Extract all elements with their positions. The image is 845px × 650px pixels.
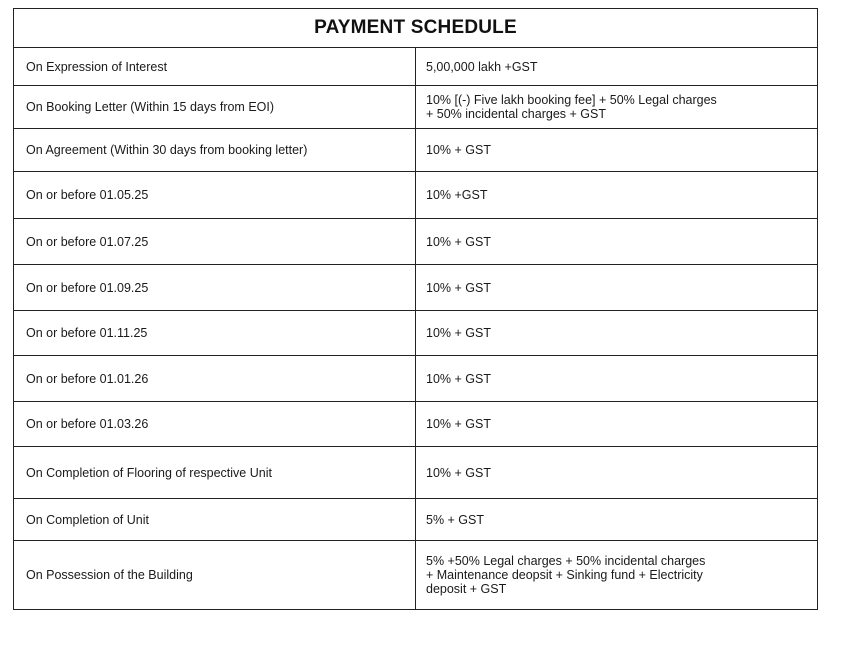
table-title: PAYMENT SCHEDULE (14, 9, 817, 48)
table-row (14, 219, 817, 265)
amount-cell: 10% + GST (426, 280, 491, 295)
table-row (14, 402, 817, 447)
amount-cell: 10% +GST (426, 188, 488, 202)
amount-cell: 10% + GST (426, 465, 491, 480)
payment-schedule-table (13, 8, 818, 610)
stage-cell: On Booking Letter (Within 15 days from EOI) (14, 86, 416, 128)
amount-cell: 10% + GST (426, 417, 491, 431)
amount-cell: 10% + GST (426, 326, 491, 340)
table-row (14, 48, 817, 86)
stage-cell: On or before 01.09.25 (14, 265, 416, 310)
stage-cell: On Completion of Flooring of respective Unit (14, 447, 416, 498)
table-row (14, 499, 817, 541)
table-row (14, 311, 817, 356)
stage-cell: On or before 01.11.25 (14, 311, 416, 355)
table-row (14, 86, 817, 129)
table-row (14, 356, 817, 402)
amount-cell: 5,00,000 lakh +GST (426, 59, 538, 74)
amount-cell: 10% + GST (426, 234, 491, 249)
stage-cell: On or before 01.01.26 (14, 356, 416, 401)
stage-cell: On or before 01.07.25 (14, 219, 416, 264)
table-row (14, 447, 817, 499)
stage-cell: On Expression of Interest (14, 48, 416, 85)
stage-cell: On or before 01.03.26 (14, 402, 416, 446)
stage-cell: On or before 01.05.25 (14, 172, 416, 218)
amount-cell: 5% +50% Legal charges + 50% incidental charges + Maintenance deopsit + Sinking fund + Electricity deposit + GST (426, 554, 706, 596)
stage-cell: On Possession of the Building (14, 541, 416, 609)
table-row (14, 172, 817, 219)
amount-cell: 10% + GST (426, 143, 491, 157)
amount-cell: 5% + GST (426, 512, 485, 527)
table-row (14, 129, 817, 172)
stage-cell: On Completion of Unit (14, 499, 416, 540)
table-row (14, 541, 817, 609)
stage-cell: On Agreement (Within 30 days from booking letter) (14, 129, 416, 171)
amount-cell: 10% + GST (426, 371, 491, 386)
table-row (14, 265, 817, 311)
amount-cell: 10% [(-) Five lakh booking fee] + 50% Legal charges + 50% incidental charges + GST (426, 93, 717, 121)
